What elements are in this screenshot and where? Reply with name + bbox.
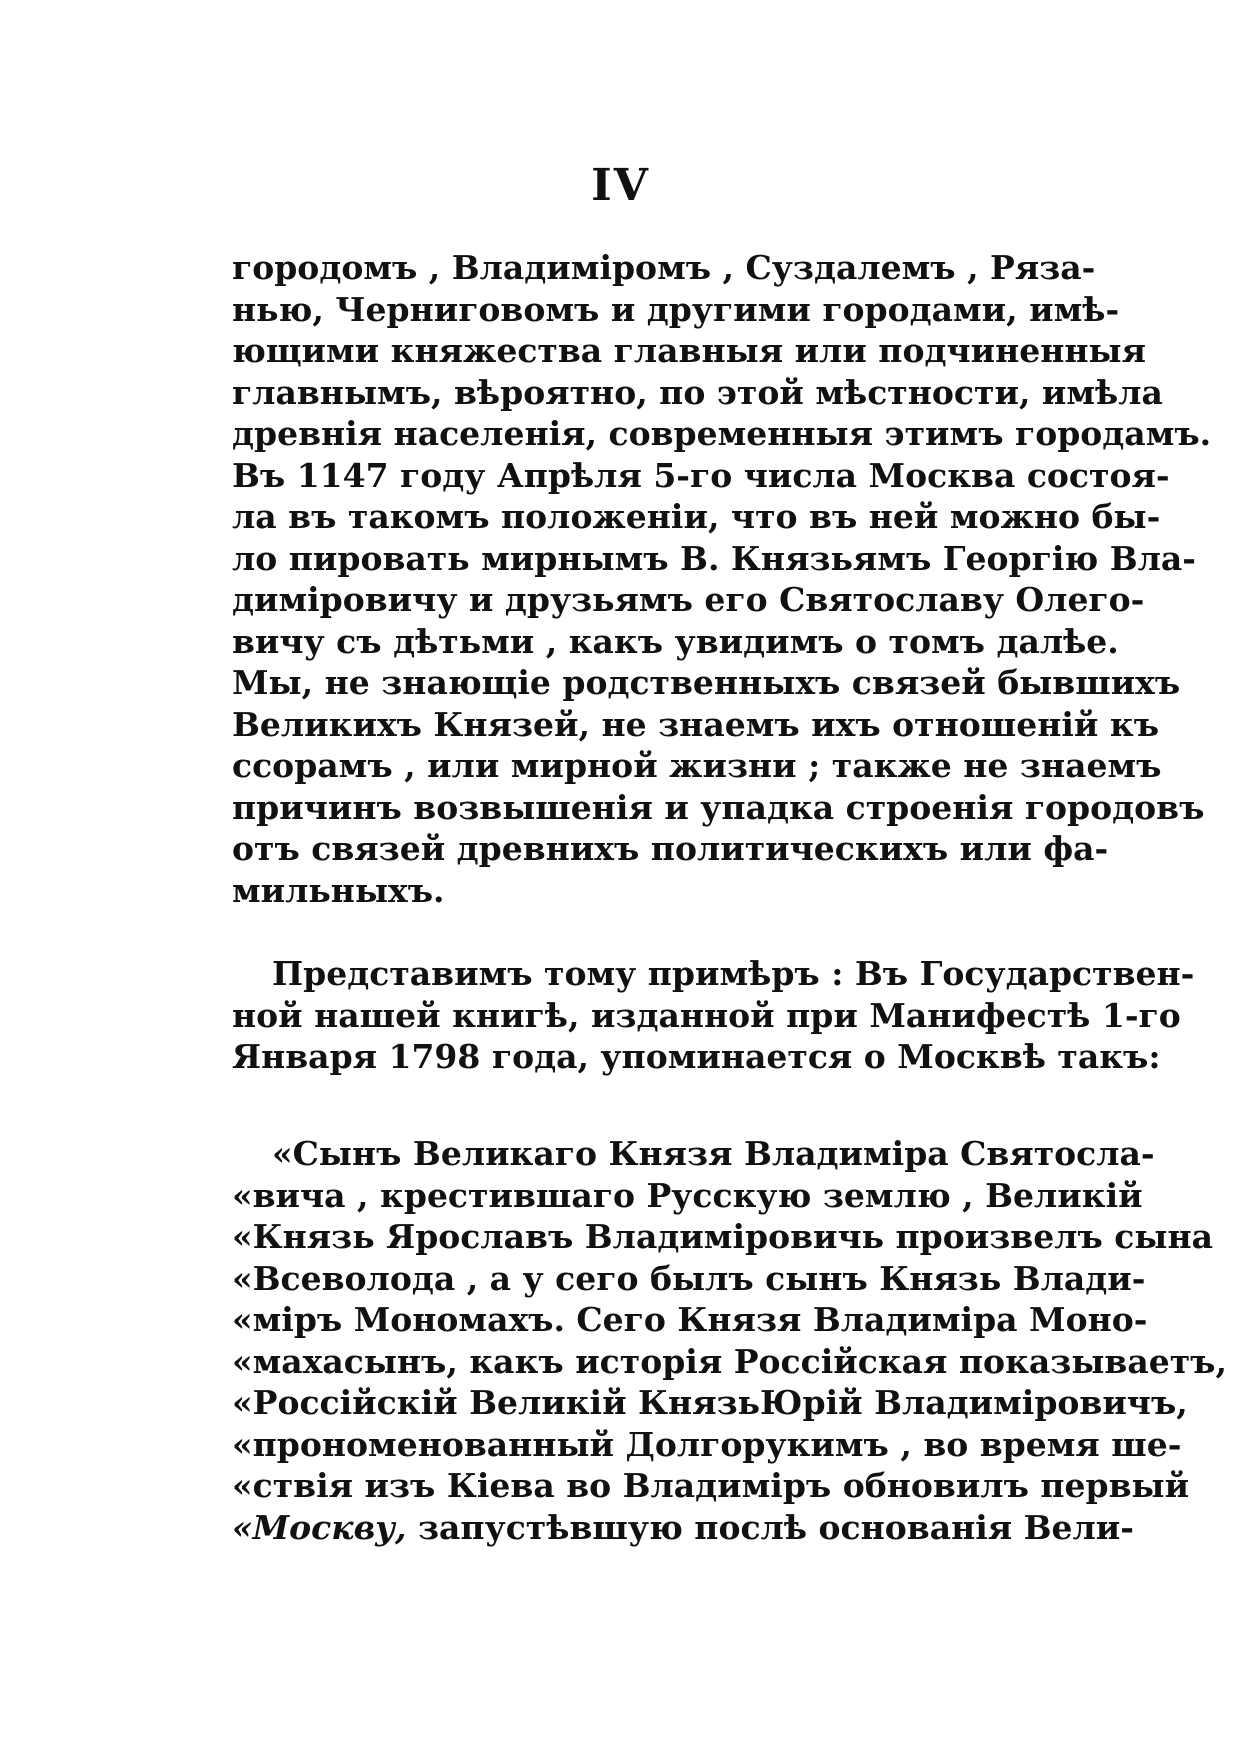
text-line: ющими княжества главныя или подчиненныя [232, 331, 1146, 370]
text-line: Представимъ тому примѣръ : Въ Государствен- [272, 954, 1195, 993]
paragraph-2 [232, 953, 1195, 1078]
text-line: ло пировать мирнымъ В. Князьямъ Георгію Вла- [232, 538, 1196, 578]
quote-line: «вича , крестившаго Русскую землю , Великій [232, 1175, 1143, 1215]
text-line: Января 1798 года, упоминается о Москвѣ такъ: [232, 1037, 1161, 1076]
quote-line: «прономенованный Долгорукимъ , во время ше- [232, 1424, 1182, 1464]
text-line: мильныхъ. [232, 870, 445, 910]
text-line: древнія населенія, современныя этимъ городамъ. [232, 414, 1212, 453]
quote-line: «Россійскій Великій КнязьЮрій Владиміровичъ, [232, 1383, 1188, 1422]
text-line: Великихъ Князей, не знаемъ ихъ отношеній къ [232, 704, 1160, 744]
text-line: ной нашей книгѣ, изданной при Манифестѣ 1-го [232, 995, 1181, 1035]
text-line: вичу съ дѣтьми , какъ увидимъ о томъ далѣе. [232, 621, 1119, 661]
quote-line: «махасынъ, какъ исторія Россійская показываетъ, [232, 1341, 1227, 1381]
quote-line: «ствія изъ Кіева во Владиміръ обновилъ первый [232, 1466, 1190, 1505]
quote-line-last [232, 1507, 1134, 1549]
paragraph-1 [232, 247, 1212, 911]
text-line: городомъ , Владиміромъ , Суздалемъ , Ряза- [232, 248, 1096, 287]
text-line: отъ связей древнихъ политическихъ или фа- [232, 829, 1109, 868]
text-line: нью, Черниговомъ и другими городами, имѣ- [232, 289, 1120, 329]
quote-line: «міръ Мономахъ. Сего Князя Владиміра Моно- [232, 1300, 1148, 1339]
text-line: ссорамъ , или мирной жизни ; также не знаемъ [232, 746, 1162, 785]
quote-line: «Князь Ярославъ Владиміровичь произвелъ сына [232, 1217, 1214, 1256]
text-line: Мы, не знающіе родственныхъ связей бывшихъ [232, 663, 1181, 702]
page-number: IV [591, 160, 650, 211]
text-line: ла въ такомъ положеніи, что въ ней можно бы- [232, 497, 1161, 536]
text-line: диміровичу и друзьямъ его Святославу Олего- [232, 580, 1145, 619]
text-line: причинъ возвышенія и упадка строенія городовъ [232, 787, 1205, 827]
text-line: главнымъ, вѣроятно, по этой мѣстности, имѣла [232, 372, 1163, 412]
quotation-paragraph [232, 1133, 1227, 1548]
quote-line: «Всеволода , а у сего былъ сынъ Князь Влади- [232, 1258, 1146, 1298]
italic-word: «Москву, [232, 1507, 407, 1547]
text-line: Въ 1147 году Апрѣля 5-го числа Москва состоя- [232, 455, 1170, 495]
line-rest: запустѣвшую послѣ основанія Вели- [406, 1507, 1134, 1547]
quote-line: «Сынъ Великаго Князя Владиміра Святосла- [272, 1134, 1155, 1173]
